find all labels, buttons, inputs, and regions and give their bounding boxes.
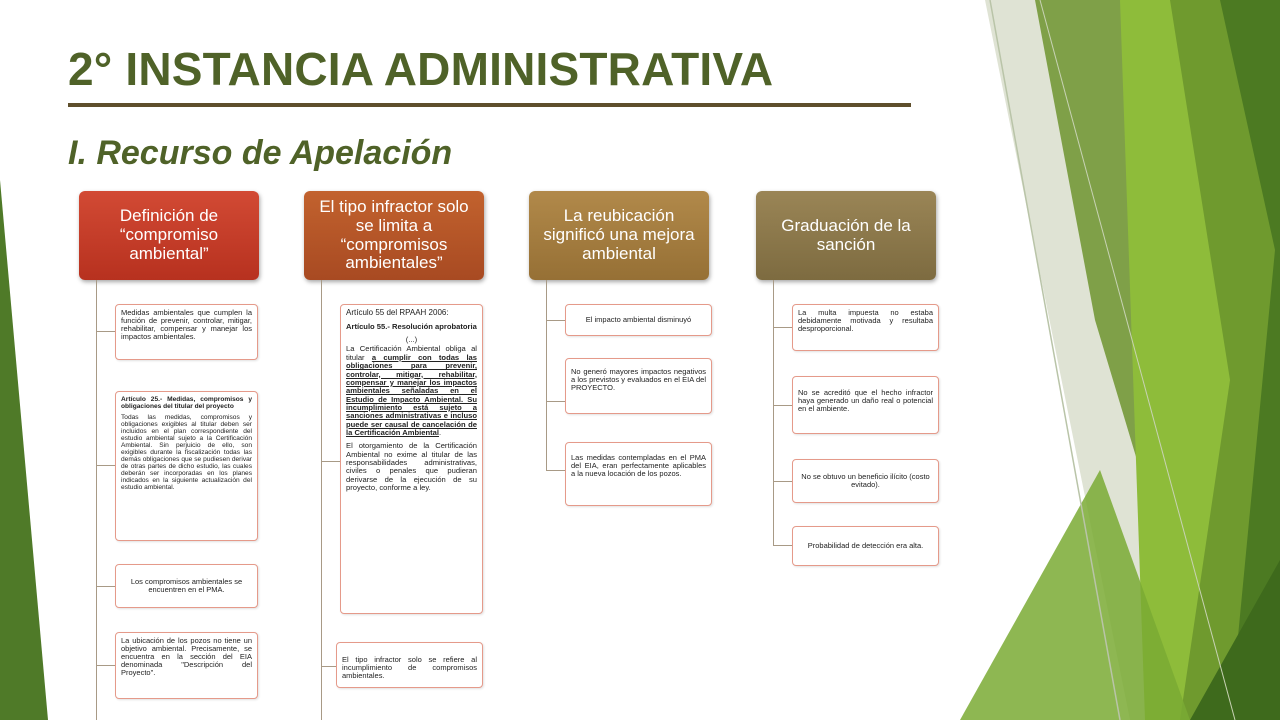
- connector-tick: [546, 320, 567, 321]
- box-intro: Artículo 55 del RPAAH 2006:: [346, 308, 449, 317]
- column-reubicacion: [529, 191, 714, 521]
- box-text: Probabilidad de detección era alta.: [807, 540, 924, 550]
- box-text: El impacto ambiental disminuyó: [585, 314, 692, 324]
- box-text: La ubicación de los pozos no tiene un objetivo ambiental. Precisamente, se encuentra en la sección del EIA denominada "Descripción del Proyecto".: [121, 636, 252, 678]
- connector-line: [546, 280, 547, 470]
- box-probabilidad-deteccion: [792, 526, 939, 566]
- box-text: No se acreditó que el hecho infractor haya generado un daño real o potencial en el ambiente.: [798, 388, 933, 414]
- box-medidas-ambientales: [115, 304, 258, 360]
- box-articulo-25: [115, 391, 258, 541]
- box-ubicacion-pozos: [115, 632, 258, 699]
- box-multa-impuesta: [792, 304, 939, 351]
- connector-tick: [773, 405, 794, 406]
- header-definicion: Definición de “compromiso ambiental”: [79, 191, 259, 280]
- connector-tick: [96, 465, 117, 466]
- title-underline: [68, 103, 911, 107]
- connector-tick: [96, 586, 117, 587]
- box-text: .: [438, 427, 442, 437]
- connector-line: [773, 280, 774, 545]
- box-text: No se obtuvo un beneficio ilícito (costo evitado).: [801, 471, 930, 489]
- left-green-shape: [0, 180, 48, 720]
- connector-tick: [546, 470, 567, 471]
- slide-title: 2° INSTANCIA ADMINISTRATIVA: [68, 43, 774, 95]
- box-no-genero-impactos: [565, 358, 712, 414]
- box-text: El otorgamiento de la Certificación Ambiental no exime al titular de las responsabilidades administrativas, civiles o penales que pudieran derivarse de la ejecución de su proyecto, conforme a ley.: [346, 441, 477, 492]
- box-heading: Artículo 55.- Resolución aprobatoria: [346, 321, 477, 331]
- header-tipo-infractor: El tipo infractor solo se limita a “compromisos ambientales”: [304, 191, 484, 280]
- box-medidas-pma: [565, 442, 712, 506]
- box-beneficio-ilicito: [792, 459, 939, 503]
- box-text: Medidas ambientales que cumplen la función de prevenir, controlar, mitigar, rehabilitar, compensar y manejar los impactos ambientales.: [121, 308, 252, 342]
- box-text: No generó mayores impactos negativos a los previstos y evaluados en el EIA del PROYECTO.: [571, 367, 706, 393]
- box-text: La Certificación Ambiental obliga al titular: [346, 344, 477, 362]
- column-graduacion: [756, 191, 941, 581]
- connector-tick: [773, 327, 794, 328]
- connector-line: [96, 280, 97, 720]
- box-tipo-infractor-refiere: [336, 642, 483, 688]
- connector-tick: [773, 481, 794, 482]
- connector-tick: [96, 665, 117, 666]
- box-no-acredito-dano: [792, 376, 939, 434]
- box-text: El tipo infractor solo se refiere al incumplimiento de compromisos ambientales.: [342, 655, 477, 681]
- box-text: Las medidas contempladas en el PMA del EIA, eran perfectamente aplicables a la nueva locación de los pozos.: [571, 453, 706, 479]
- box-text: La multa impuesta no estaba debidamente motivada y resultaba desproporcional.: [798, 308, 933, 334]
- connector-tick: [773, 545, 794, 546]
- box-impacto-disminuyo: [565, 304, 712, 336]
- box-articulo-55: [340, 304, 483, 614]
- box-text: Todas las medidas, compromisos y obligaciones exigibles al titular deben ser incluidos en el plan correspondiente del estudio ambiental sujeto a la Certificación Ambiental. Sin perjuicio de ello, son exigibles durante la fiscalización todas las demás obligaciones que se pudiesen derivar de otras partes de dicho estudio, las cuales deberán ser incorporadas en los planes indicados en la siguiente actualización del estudio ambiental.: [121, 413, 252, 491]
- header-graduacion: Graduación de la sanción: [756, 191, 936, 280]
- box-text: Los compromisos ambientales se encuentren en el PMA.: [130, 576, 243, 594]
- column-definicion: [79, 191, 264, 711]
- column-tipo-infractor: [304, 191, 489, 711]
- connector-tick: [546, 401, 567, 402]
- header-reubicacion: La reubicación significó una mejora ambiental: [529, 191, 709, 280]
- connector-line: [321, 280, 322, 720]
- connector-tick: [321, 461, 342, 462]
- box-heading: Artículo 25.- Medidas, compromisos y obligaciones del titular del proyecto: [121, 396, 252, 410]
- box-ellipsis: (...): [405, 335, 418, 345]
- box-underlined-text: a cumplir con todas las obligaciones para prevenir, controlar, mitigar, rehabilitar, compensar y manejar los impactos ambientales señaladas en el Estudio de Impacto Ambiental. Su incumplimiento está sujeto a sanciones administrativas e incluso puede ser causal de cancelación de la Certificación Ambiental: [346, 352, 477, 437]
- box-compromisos-pma: [115, 564, 258, 608]
- slide-subtitle: I. Recurso de Apelación: [68, 134, 453, 172]
- connector-tick: [96, 331, 117, 332]
